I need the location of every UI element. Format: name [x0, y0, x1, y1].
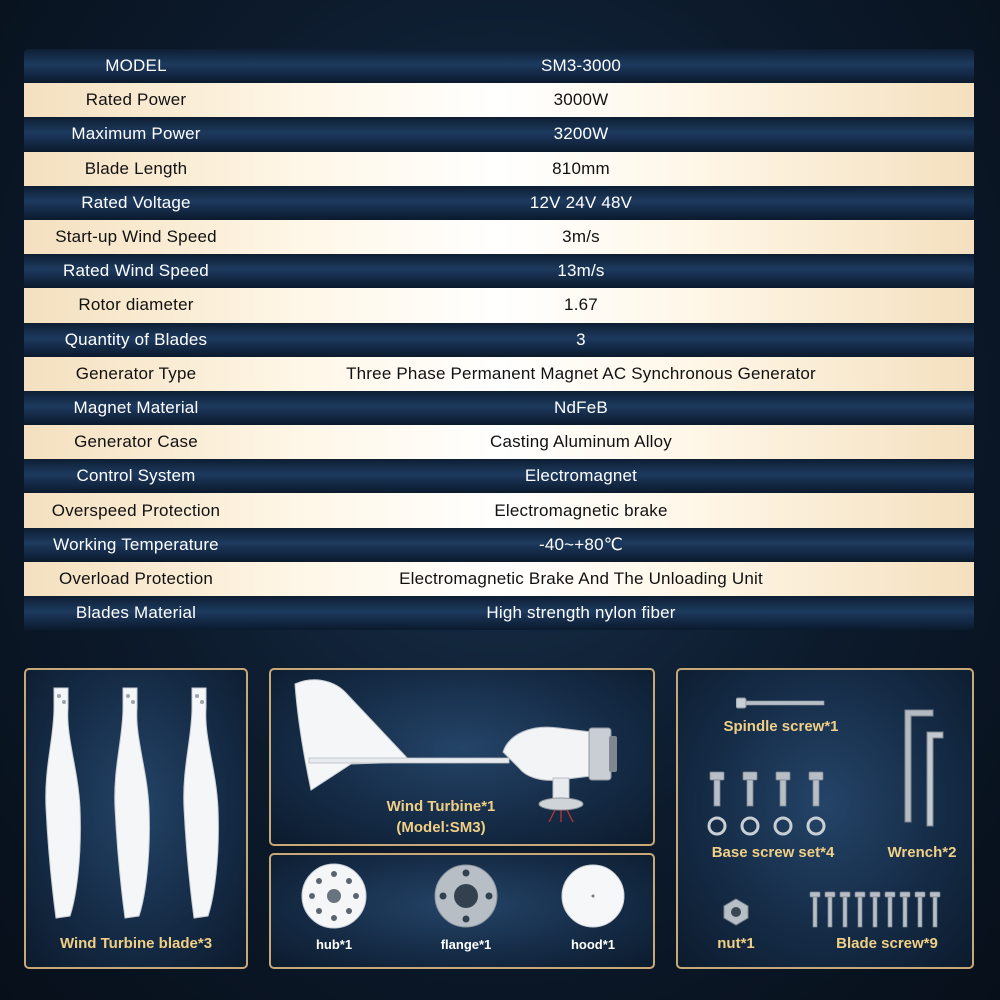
spec-row [24, 186, 974, 220]
spec-row [24, 562, 974, 596]
spindle-screw-caption: Spindle screw*1 [723, 718, 839, 735]
blades-panel [24, 668, 248, 969]
wrench-caption: Wrench*2 [887, 844, 957, 861]
spec-value: 3200W [553, 124, 609, 144]
spec-value: 3 [576, 329, 586, 349]
spec-label: Start-up Wind Speed [55, 227, 217, 247]
spec-row [24, 459, 974, 493]
spec-row [24, 117, 974, 151]
spec-row [24, 254, 974, 288]
spec-label: Quantity of Blades [64, 329, 208, 349]
spec-label: Blades Material [75, 603, 197, 623]
flange-icon [431, 861, 501, 931]
spec-value: 1.67 [564, 295, 598, 315]
spec-label: Rated Voltage [81, 192, 191, 212]
spec-row [24, 357, 974, 391]
blade-icon [26, 678, 246, 938]
spec-label: Rotor diameter [78, 295, 194, 315]
spec-value: 3000W [553, 90, 609, 110]
spec-label: Maximum Power [71, 124, 201, 144]
spec-value: Three Phase Permanent Magnet AC Synchronous Generator [346, 363, 816, 383]
spec-value: 12V 24V 48V [529, 192, 633, 212]
hub-flange-hood-panel [269, 853, 655, 969]
spec-value: 3m/s [562, 227, 600, 247]
spec-row [24, 288, 974, 322]
spec-label: Rated Power [85, 90, 187, 110]
spec-table [24, 49, 974, 631]
spec-value: NdFeB [554, 397, 608, 417]
blade-screw-caption: Blade screw*9 [836, 935, 938, 952]
hub-icon [299, 861, 369, 931]
spec-label: Magnet Material [73, 397, 199, 417]
spec-value: -40~+80℃ [538, 534, 624, 554]
spec-value: 810mm [552, 158, 610, 178]
spec-row [24, 152, 974, 186]
spec-label: Blade Length [84, 158, 188, 178]
blade-screw-icon [808, 890, 948, 930]
spec-label: Rated Wind Speed [63, 261, 209, 281]
blades-caption: Wind Turbine blade*3 [59, 935, 213, 952]
spindle-screw-icon [736, 696, 826, 710]
spec-label: Control System [76, 466, 196, 486]
spec-row [24, 83, 974, 117]
spec-value: Electromagnetic brake [494, 500, 668, 520]
spec-label: Generator Case [74, 432, 198, 452]
spec-label: Overload Protection [58, 568, 214, 588]
base-screw-set-caption: Base screw set*4 [711, 844, 835, 861]
spec-label: Working Temperature [53, 534, 219, 554]
nut-caption: nut*1 [717, 935, 755, 952]
wrench-icon [883, 702, 963, 832]
spec-label: Generator Type [75, 363, 197, 383]
spec-value: Electromagnet [524, 466, 638, 486]
hood-caption: hood*1 [570, 937, 616, 952]
spec-row [24, 391, 974, 425]
nut-icon [721, 897, 751, 927]
spec-label: Overspeed Protection [51, 500, 221, 520]
spec-row [24, 528, 974, 562]
spec-row [24, 220, 974, 254]
spec-value: SM3-3000 [540, 56, 622, 76]
spec-row [24, 49, 974, 83]
turbine-model: (Model:SM3) [396, 819, 486, 836]
spec-row [24, 323, 974, 357]
spec-row [24, 425, 974, 459]
hub-caption: hub*1 [315, 937, 353, 952]
spec-value: Casting Aluminum Alloy [489, 432, 673, 452]
flange-caption: flange*1 [440, 937, 492, 952]
spec-row [24, 596, 974, 630]
spec-label: MODEL [105, 56, 167, 76]
turbine-caption: Wind Turbine*1 [386, 798, 496, 815]
hood-icon [558, 861, 628, 931]
spec-row [24, 493, 974, 527]
hardware-panel [676, 668, 974, 969]
spec-value: Electromagnetic Brake And The Unloading Unit [399, 568, 763, 588]
spec-value: High strength nylon fiber [486, 603, 676, 623]
spec-value: 13m/s [557, 261, 605, 281]
base-screw-set-icon [706, 770, 836, 840]
turbine-panel [269, 668, 655, 846]
